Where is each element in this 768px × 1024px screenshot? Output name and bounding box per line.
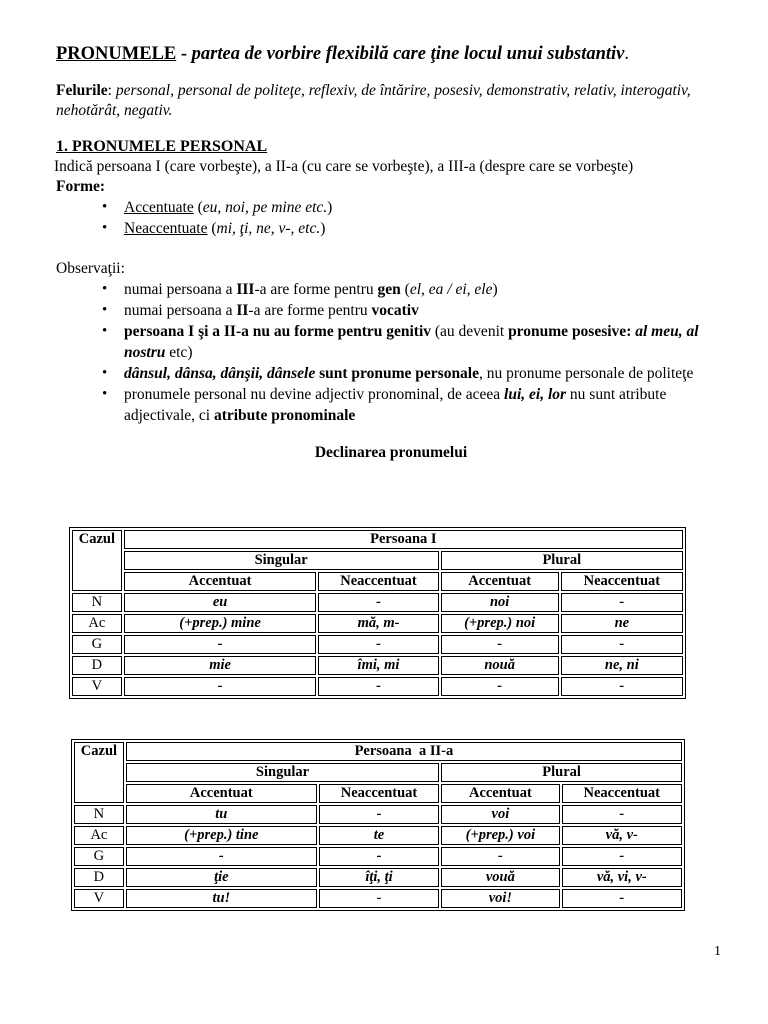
table-cell: - — [562, 847, 682, 866]
list-item — [56, 321, 726, 363]
form-name: Accentuate — [124, 199, 194, 216]
felurile-text: personal, personal de politeţe, reflexiv, de întărire, posesiv, demonstrativ, relativ, interogativ, nehotărât, negativ. — [56, 82, 691, 119]
table-cell: vouă — [441, 868, 559, 887]
plural-header: Plural — [441, 551, 683, 570]
cazul-header: Cazul — [72, 530, 122, 591]
obs-bold: persoana I şi a II-a nu au forme pentru genitiv — [124, 323, 432, 340]
table-cell: - — [126, 847, 317, 866]
table-cell: îţi, ţi — [319, 868, 439, 887]
declension-caption: Declinarea pronumelui — [314, 444, 468, 461]
case-label: Ac — [72, 614, 122, 633]
case-label: V — [72, 677, 122, 696]
declension-table-persoana-1 — [69, 527, 686, 699]
forms-list — [56, 197, 726, 239]
table-cell: - — [319, 889, 439, 908]
table-cell: te — [319, 826, 439, 845]
table-row — [72, 593, 683, 612]
table-cell: - — [561, 593, 683, 612]
column-header: Neaccentuat — [561, 572, 683, 591]
paren-close: ) — [327, 199, 333, 216]
table-cell: ne, ni — [561, 656, 683, 675]
table-row — [72, 635, 683, 654]
list-item — [56, 363, 726, 384]
case-label: N — [74, 805, 124, 824]
paren-open: ( — [193, 199, 203, 216]
form-examples: mi, ţi, ne, v-, etc. — [216, 220, 321, 237]
table-cell: - — [319, 847, 439, 866]
obs-text: , nu pronume personale de politeţe — [479, 365, 694, 382]
obs-text: ) — [492, 281, 498, 298]
felurile-colon: : — [107, 82, 112, 99]
list-item — [56, 279, 726, 300]
singular-header: Singular — [124, 551, 439, 570]
table-cell: mie — [124, 656, 317, 675]
case-label: D — [72, 656, 122, 675]
table-cell: - — [441, 847, 559, 866]
table-cell: nouă — [441, 656, 559, 675]
table-cell: ne — [561, 614, 683, 633]
obs-text: numai persoana a — [124, 302, 237, 319]
observatii-label: Observaţii: — [56, 260, 125, 277]
obs-italic: el, ea / ei, ele — [409, 281, 493, 298]
obs-text: etc) — [165, 344, 193, 361]
table-row — [74, 805, 682, 824]
table-cell: - — [318, 677, 438, 696]
case-label: Ac — [74, 826, 124, 845]
obs-bold: vocativ — [371, 302, 419, 319]
obs-bold: sunt pronume personale — [315, 365, 479, 382]
obs-text: -a are forme pentru — [248, 302, 372, 319]
table-cell: (+prep.) noi — [441, 614, 559, 633]
table-cell: ţie — [126, 868, 317, 887]
table-cell: - — [318, 593, 438, 612]
singular-header: Singular — [126, 763, 439, 782]
table-cell: tu — [126, 805, 317, 824]
obs-text: nu sunt atribute adjectivale, ci — [124, 386, 667, 424]
obs-bold: gen — [377, 281, 401, 298]
table-cell: - — [318, 635, 438, 654]
plural-header: Plural — [441, 763, 682, 782]
table-cell: - — [441, 677, 559, 696]
table-row — [72, 656, 683, 675]
table-row — [72, 614, 683, 633]
observatii-list — [56, 279, 726, 426]
list-item — [56, 300, 726, 321]
table-row — [74, 868, 682, 887]
table-cell: - — [124, 635, 317, 654]
title-main: PRONUMELE — [56, 44, 177, 64]
paren-close: ) — [320, 220, 326, 237]
table-cell: (+prep.) mine — [124, 614, 317, 633]
obs-bold: pronume posesive: — [508, 323, 636, 340]
column-header: Accentuat — [124, 572, 317, 591]
title-end: . — [624, 44, 629, 64]
table-row — [74, 889, 682, 908]
document-page — [56, 44, 726, 462]
table-cell: (+prep.) voi — [441, 826, 559, 845]
table-cell: (+prep.) tine — [126, 826, 317, 845]
column-header: Accentuat — [126, 784, 317, 803]
column-header: Accentuat — [441, 572, 559, 591]
persoana-header: Persoana I — [124, 530, 683, 549]
table-row — [74, 826, 682, 845]
obs-text: pronumele personal nu devine adjectiv pronominal, de aceea — [124, 386, 505, 403]
column-header: Accentuat — [441, 784, 559, 803]
list-item — [56, 218, 726, 239]
table-cell: vă, vi, v- — [562, 868, 682, 887]
table-cell: - — [562, 805, 682, 824]
obs-bold: atribute pronominale — [213, 407, 356, 424]
table-cell: - — [124, 677, 317, 696]
obs-text: numai persoana a — [124, 281, 237, 298]
list-item — [56, 197, 726, 218]
forms-label: Forme: — [56, 178, 106, 195]
table-cell: voi — [441, 805, 559, 824]
obs-text: ( — [400, 281, 410, 298]
table-cell: îmi, mi — [318, 656, 438, 675]
table-cell: tu! — [126, 889, 317, 908]
table-cell: eu — [124, 593, 317, 612]
table-cell: - — [561, 635, 683, 654]
table-cell: vă, v- — [562, 826, 682, 845]
page-number: 1 — [714, 944, 721, 959]
obs-bold: III — [236, 281, 255, 298]
section-heading: 1. PRONUMELE PERSONAL — [56, 138, 268, 155]
title-dash: - — [180, 44, 188, 64]
case-label: N — [72, 593, 122, 612]
page-title — [56, 44, 726, 65]
case-label: V — [74, 889, 124, 908]
table-cell: mă, m- — [318, 614, 438, 633]
table-cell: noi — [441, 593, 559, 612]
table-cell: - — [561, 677, 683, 696]
felurile-label: Felurile — [56, 82, 108, 99]
form-name: Neaccentuate — [124, 220, 208, 237]
paren-open: ( — [207, 220, 217, 237]
case-label: G — [74, 847, 124, 866]
table-cell: voi! — [441, 889, 559, 908]
obs-bold-italic: dânsul, dânsa, dânşii, dânsele — [124, 365, 316, 382]
table-row — [74, 847, 682, 866]
column-header: Neaccentuat — [318, 572, 438, 591]
persoana-header: Persoana a II-a — [126, 742, 682, 761]
declension-table-persoana-2 — [71, 739, 685, 911]
obs-bold-italic: al meu, al nostru — [124, 323, 699, 361]
list-item — [56, 384, 726, 426]
obs-bold-italic: lui, ei, lor — [504, 386, 567, 403]
table-cell: - — [562, 889, 682, 908]
case-label: G — [72, 635, 122, 654]
table-cell: - — [441, 635, 559, 654]
section-intro: Indică persoana I (care vorbeşte), a II-a (cu care se vorbeşte), a III-a (despre care se vorbeşte) — [54, 158, 634, 175]
table-row — [72, 677, 683, 696]
cazul-header: Cazul — [74, 742, 124, 803]
column-header: Neaccentuat — [562, 784, 682, 803]
form-examples: eu, noi, pe mine etc. — [202, 199, 328, 216]
obs-text: -a are forme pentru — [254, 281, 378, 298]
obs-bold: II — [236, 302, 249, 319]
case-label: D — [74, 868, 124, 887]
obs-text: (au devenit — [431, 323, 509, 340]
title-definition: partea de vorbire flexibilă care ţine locul unui substantiv — [191, 44, 625, 64]
column-header: Neaccentuat — [319, 784, 439, 803]
felurile-paragraph — [56, 81, 726, 121]
table-cell: - — [319, 805, 439, 824]
